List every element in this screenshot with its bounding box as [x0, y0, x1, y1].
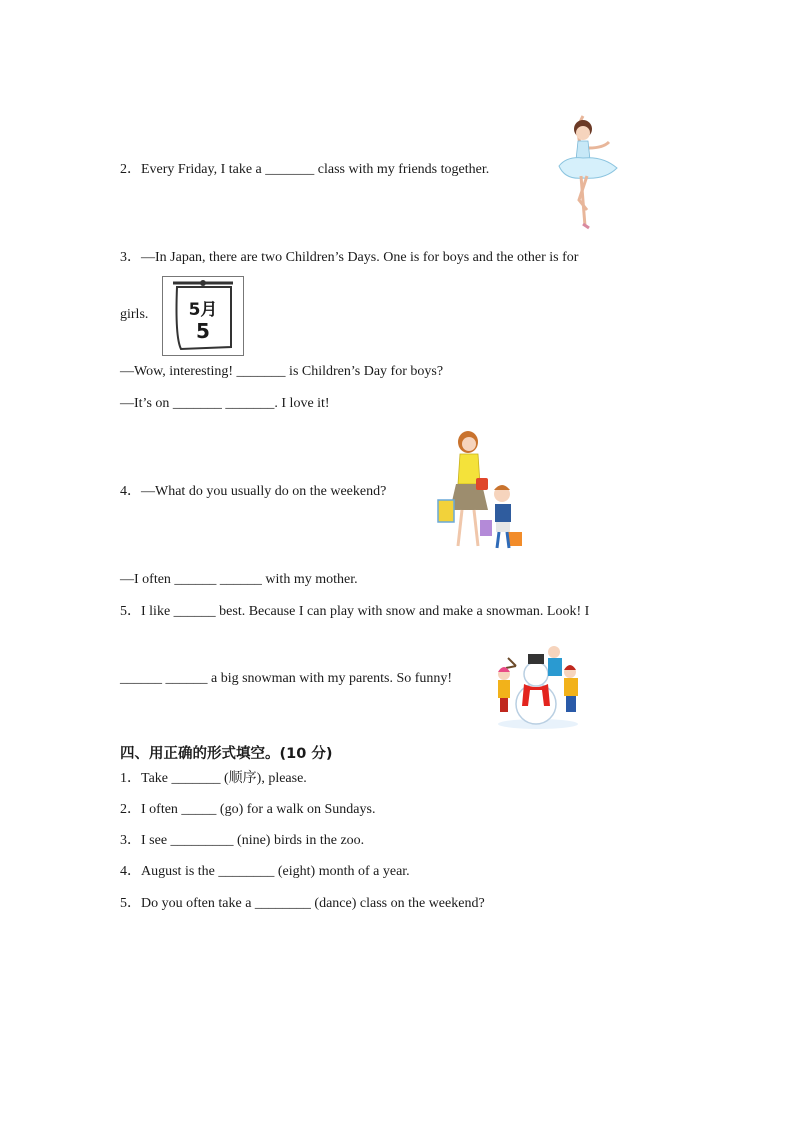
ballerina-shoe	[583, 224, 589, 228]
question-3-line-3: —Wow, interesting! _______ is Children’s Day for boys?	[120, 364, 444, 379]
calendar-illustration	[162, 276, 244, 356]
mother-head	[462, 437, 476, 451]
ballerina-head	[576, 126, 590, 140]
shopping-bag-icon	[480, 520, 492, 536]
question-3-line-1: 3．—In Japan, there are two Children’s Days. One is for boys and the other is for	[120, 250, 579, 265]
question-5-line-1: 5．I like ______ best. Because I can play with snow and make a snowman. Look! I	[120, 604, 590, 619]
snowman-illustration	[492, 640, 586, 730]
shopping-bag-icon	[438, 500, 454, 522]
shopping-illustration	[432, 428, 528, 552]
mother-leg	[458, 510, 462, 546]
ballerina-torso	[576, 141, 590, 160]
calendar-month: 5月	[188, 300, 218, 320]
snowman-hat	[528, 654, 544, 664]
kid-coat	[564, 678, 578, 696]
child-hair	[494, 485, 510, 490]
kid-head	[548, 646, 560, 658]
child-leg	[507, 532, 509, 548]
kid-hat	[564, 665, 576, 670]
snowman-head	[524, 662, 548, 686]
fill-in-item-1: 1．Take _______ (顺序), please.	[120, 771, 307, 786]
mother-leg	[474, 510, 478, 546]
calendar-day: 5	[196, 319, 210, 343]
question-5-line-2: ______ ______ a big snowman with my parents. So funny!	[120, 671, 453, 686]
question-2-text: 2．Every Friday, I take a _______ class with my friends together.	[120, 162, 490, 177]
question-3-line-4: —It’s on _______ _______. I love it!	[120, 396, 330, 411]
child-leg	[497, 532, 499, 548]
fill-in-item-5: 5．Do you often take a ________ (dance) class on the weekend?	[120, 896, 485, 911]
handbag-icon	[476, 478, 488, 490]
snowman-branch-arm	[506, 658, 516, 668]
child-shirt	[495, 504, 511, 522]
fill-in-item-4: 4．August is the ________ (eight) month of a year.	[120, 864, 410, 879]
question-4-line-2: —I often ______ ______ with my mother.	[120, 572, 358, 587]
kid-pants	[566, 696, 576, 712]
kid-coat	[498, 680, 510, 698]
ballerina-tutu	[559, 158, 617, 179]
ballerina-illustration	[545, 108, 627, 230]
kid-pants	[500, 698, 508, 712]
child-shorts	[496, 522, 510, 532]
kid-coat	[548, 658, 562, 676]
fill-in-item-2: 2．I often _____ (go) for a walk on Sundays.	[120, 802, 376, 817]
shopping-bag-icon	[508, 532, 522, 546]
question-4-line-1: 4．—What do you usually do on the weekend?	[120, 484, 387, 499]
fill-in-item-3: 3．I see _________ (nine) birds in the zoo.	[120, 833, 365, 848]
question-3-line-2: girls.	[120, 307, 149, 322]
ballerina-arm-side	[589, 142, 609, 148]
section-4-heading: 四、用正确的形式填空。(10 分)	[120, 746, 333, 762]
